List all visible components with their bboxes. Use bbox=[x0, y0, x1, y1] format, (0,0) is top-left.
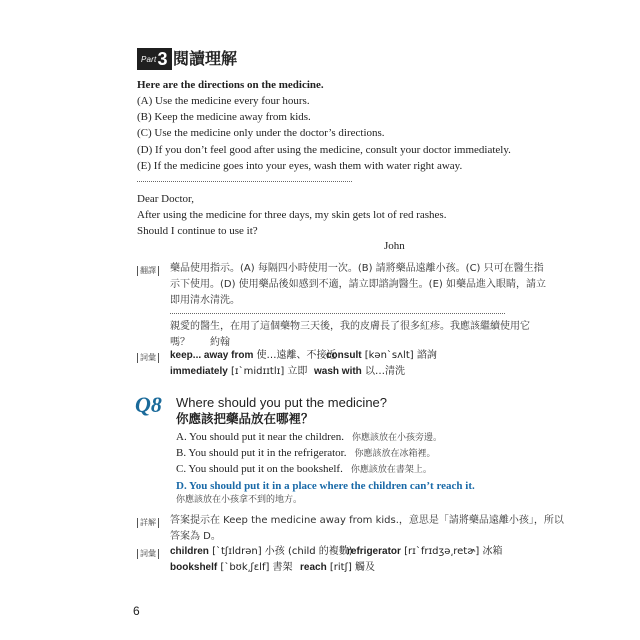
translation-letter-line2: 嗎？ 約翰 bbox=[170, 337, 230, 348]
vocab-definition: [`tʃɪldrən] 小孩 (child 的複數) bbox=[208, 546, 353, 557]
option-text-zh: 你應該放在冰箱裡。 bbox=[354, 449, 436, 459]
option-c bbox=[176, 462, 432, 477]
vocab-row bbox=[314, 364, 405, 380]
vocab-term: reach bbox=[300, 562, 327, 573]
vocab-row bbox=[170, 364, 307, 380]
passage-heading: Here are the directions on the medicine. bbox=[137, 79, 324, 91]
part-label: Part bbox=[141, 54, 157, 64]
passage-item-d: (D) If you don’t feel good after using the medicine, consult your doctor immediately. bbox=[137, 144, 511, 156]
vocab-definition: [ɪ`midɪɪtlɪ] 立即 bbox=[227, 366, 308, 377]
vocab-term: children bbox=[170, 546, 209, 557]
divider bbox=[137, 181, 352, 182]
vocab-row bbox=[300, 560, 375, 576]
vocab-definition: [rɪ`frɪdʒə͵retɚ] 冰箱 bbox=[400, 546, 503, 557]
vocab-term: refrigerator bbox=[347, 546, 401, 557]
translation-line2: 示下使用。(D) 使用藥品後如感到不適，請立即諮詢醫生。(E) 如藥品進入眼睛，請立 bbox=[170, 279, 546, 290]
question-number: Q8 bbox=[135, 392, 162, 417]
explanation-line1: 答案提示在 Keep the medicine away from kids.，意思是「請將藥品遠離小孩」，所以 bbox=[170, 515, 564, 526]
passage-item-c: (C) Use the medicine only under the doctor’s directions. bbox=[137, 127, 385, 139]
option-text-zh: 你應該放在書架上。 bbox=[350, 465, 432, 475]
translation-tag: 翻譯 bbox=[137, 266, 159, 276]
vocab-row bbox=[170, 544, 353, 560]
page-number: 6 bbox=[133, 604, 140, 618]
option-text-zh: 你應該放在小孩旁邊。 bbox=[352, 433, 443, 443]
vocab-row bbox=[170, 560, 293, 576]
explanation-line2: 答案為 D。 bbox=[170, 531, 221, 542]
passage-item-e: (E) If the medicine goes into your eyes, wash them with water right away. bbox=[137, 160, 463, 172]
option-d-correct: D. You should put it in a place where the children can’t reach it. bbox=[176, 480, 475, 492]
vocab-row bbox=[347, 544, 502, 560]
vocab-term: bookshelf bbox=[170, 562, 218, 573]
option-text-en: A. You should put it near the children. bbox=[176, 431, 345, 443]
letter-body-line2: Should I continue to use it? bbox=[137, 225, 258, 237]
letter-body-line1: After using the medicine for three days, my skin gets lot of red rashes. bbox=[137, 209, 447, 221]
passage-item-b: (B) Keep the medicine away from kids. bbox=[137, 111, 311, 123]
vocab-tag: 詞彙 bbox=[137, 549, 159, 559]
part-number: 3 bbox=[157, 49, 168, 69]
section-title: 閱讀理解 bbox=[173, 49, 238, 68]
vocab-term: keep... away from bbox=[170, 350, 254, 361]
option-a bbox=[176, 430, 442, 445]
vocab-row bbox=[326, 348, 437, 364]
question-text-en: Where should you put the medicine? bbox=[176, 395, 388, 410]
vocab-term: consult bbox=[326, 350, 362, 361]
vocab-definition: [`bʊk͵ʃɛlf] 書架 bbox=[217, 562, 293, 573]
vocab-definition: [ritʃ] 觸及 bbox=[326, 562, 376, 573]
part-badge bbox=[137, 48, 172, 70]
explanation-tag: 詳解 bbox=[137, 518, 159, 528]
translation-line1: 藥品使用指示。(A) 每隔四小時使用一次。(B) 請將藥品遠離小孩。(C) 只可在醫生指 bbox=[170, 263, 544, 274]
vocab-term: wash with bbox=[314, 366, 362, 377]
passage-item-a: (A) Use the medicine every four hours. bbox=[137, 95, 310, 107]
letter-salutation: Dear Doctor, bbox=[137, 193, 194, 205]
vocab-tag: 詞彙 bbox=[137, 353, 159, 363]
letter-signature: John bbox=[384, 240, 405, 252]
option-b bbox=[176, 446, 436, 461]
translation-letter-line1: 親愛的醫生，在用了這個藥物三天後，我的皮膚長了很多紅疹。我應該繼續使用它 bbox=[170, 321, 530, 332]
vocab-row bbox=[170, 348, 337, 364]
question-text-zh: 你應該把藥品放在哪裡？ bbox=[176, 411, 314, 426]
vocab-definition: 以…清洗 bbox=[361, 366, 405, 377]
option-text-en: B. You should put it in the refrigerator. bbox=[176, 447, 347, 459]
translation-line3: 即用清水清洗。 bbox=[170, 295, 240, 306]
divider bbox=[170, 313, 505, 314]
vocab-definition: 使…遠離、不接近 bbox=[253, 350, 337, 361]
option-text-en: C. You should put it on the bookshelf. bbox=[176, 463, 343, 475]
vocab-term: immediately bbox=[170, 366, 228, 377]
option-d-zh: 你應該放在小孩拿不到的地方。 bbox=[176, 495, 303, 505]
vocab-definition: [kən`sʌlt] 諮詢 bbox=[361, 350, 437, 361]
